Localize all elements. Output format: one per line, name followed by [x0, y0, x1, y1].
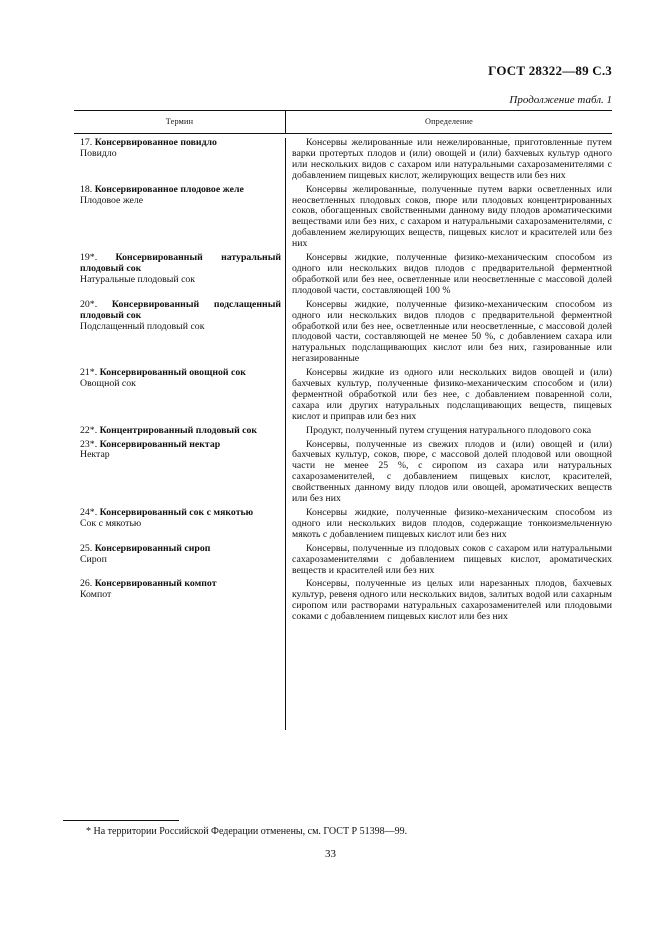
table-row: [74, 508, 612, 541]
term-number: 24*.: [80, 507, 98, 518]
term-cell: [74, 253, 285, 297]
definition-text: Консервы, полученные из свежих плодов и (или) овощей и (или) бахчевых культур, соков, пюре, с массовой долей плодовой или овощной части не менее 25 %, с сиропом из сахара или натуральных сахарозаменителей, с добавлением пищевых кислот, красителей, свойственных данному виду плодов или овощей, ароматических веществ или без них: [292, 438, 612, 505]
table-row: [74, 426, 612, 437]
document-code: ГОСТ 28322—89 С.3: [488, 63, 612, 78]
term-number: 26.: [80, 578, 93, 590]
definition-cell: [285, 426, 612, 437]
terms-table: [74, 110, 612, 626]
term-cell: [74, 368, 285, 423]
column-header-term: Термин: [74, 111, 286, 133]
term-cell: [74, 579, 285, 623]
definition-cell: [285, 544, 612, 577]
term-short-form: Натуральные плодовый сок: [80, 273, 196, 285]
term-title: [80, 426, 281, 437]
definition-text: Консервы жидкие, полученные физико-механическим способом из одного или нескольких видов плодов с предварительной ферментной обработкой или без нее, осветленные или неосветленные с массовой долей плодовой части, составляющей 100 %: [292, 252, 612, 296]
term-cell: [74, 544, 285, 577]
term-name: Консервированный нектар: [99, 438, 221, 450]
table-row: [74, 185, 612, 250]
term-title: [80, 544, 281, 555]
definition-text: Консервы, полученные из целых или нарезанных плодов, бахчевых культур, ревеня одного или нескольких видов, залитых водой или сахарным сиропом или растворами натуральных сахарозаменителей или плодовыми соками с добавлением пищевых кислот или без них: [292, 578, 612, 623]
definition-cell: [285, 440, 612, 505]
footnote: * На территории Российской Федерации отменены, см. ГОСТ Р 51398—99.: [86, 826, 408, 837]
term-number: 23*.: [80, 438, 98, 450]
term-title: [80, 440, 281, 451]
table-row: [74, 544, 612, 577]
term-cell: [74, 440, 285, 505]
term-name: Консервированный натуральный плодовый сок: [80, 252, 281, 274]
term-name: Концентрированный плодовый сок: [99, 424, 258, 436]
term-cell: [74, 185, 285, 250]
term-title: [80, 300, 281, 322]
term-short-form: Нектар: [80, 449, 110, 461]
page-number: 33: [325, 848, 336, 860]
term-name: Консервированное повидло: [94, 137, 217, 148]
footnote-divider: [63, 820, 179, 821]
table-row: [74, 300, 612, 365]
table-row: [74, 138, 612, 182]
table-body: [74, 138, 612, 623]
definition-cell: [285, 253, 612, 297]
term-number: 18.: [80, 183, 93, 195]
term-name: Консервированный овощной сок: [99, 367, 246, 379]
term-name: Консервированное плодовое желе: [94, 183, 244, 195]
term-cell: [74, 508, 285, 541]
term-name: Консервированный подслащенный плодовый сок: [80, 298, 281, 321]
table-row: [74, 368, 612, 423]
definition-text: Консервы жидкие, полученные физико-механическим способом из одного или нескольких видов плодов с предварительной ферментной обработкой или без нее, осветленные или неосветленные, с массовой долей плодовой части, составляющей не менее 50 %, с добавлением сахара или натуральных подслащивающих кислот или без них, газированные или негазированные: [292, 298, 612, 365]
term-short-form: Компот: [80, 589, 112, 601]
table-row: [74, 579, 612, 623]
definition-text: Консервы желированные или нежелированные, приготовленные путем варки протертых плодов и (или) овощей и (или) бахчевых культур одного или нескольких видов с сахаром или натуральными сахарозаменителями с добавлением пищевых кислот, желирующих веществ или без них: [292, 137, 612, 181]
table-header: [74, 110, 612, 134]
term-number: 25.: [80, 542, 93, 554]
term-short-form: Плодовое желе: [80, 194, 144, 206]
term-title: [80, 185, 281, 196]
definition-text: Консервы жидкие из одного или нескольких видов овощей и (или) бахчевых культур, полученные физико-механическим способом и (или) ферментной обработкой или без нее, с добавлением поваренной соли, сахара или других натуральных подслащивающих веществ, пищевых кислот и приправ или без них: [292, 367, 612, 422]
table-continuation-label: Продолжение табл. 1: [509, 94, 612, 106]
term-short-form: Сироп: [80, 553, 107, 565]
definition-cell: [285, 300, 612, 365]
term-cell: [74, 138, 285, 182]
term-short-form: Подслащенный плодовый сок: [80, 320, 205, 332]
definition-cell: [285, 579, 612, 623]
term-short-form: Повидло: [80, 147, 117, 159]
term-number: 17.: [80, 137, 93, 148]
term-short-form: Сок с мякотью: [80, 517, 142, 529]
term-title: [80, 253, 281, 275]
term-name: Консервированный компот: [94, 578, 217, 590]
column-header-definition: Определение: [424, 116, 474, 126]
definition-text: Продукт, полученный путем сгущения натурального плодового сока: [306, 424, 592, 436]
definition-cell: [285, 138, 612, 182]
definition-text: Консервы, полученные из плодовых соков с сахаром или натуральными сахарозаменителями с добавлением пищевых кислот, ароматических веществ и красителей или без них: [292, 542, 612, 576]
term-number: 19*.: [80, 252, 98, 264]
definition-text: Консервы желированные, полученные путем варки осветленных или неосветленных плодовых соков, пюре или плодовых концентрированных соков, обогащенных свойственными данному виду плодов ароматическими веществами или без них, с сахаром и натуральными сахарозаменителями, с добавлением желирующих веществ, пищевых кислот и красителей или без них: [292, 183, 612, 250]
definition-cell: [285, 508, 612, 541]
table-row: [74, 253, 612, 297]
term-number: 22*.: [80, 424, 98, 436]
term-short-form: Овощной сок: [80, 378, 136, 390]
definition-cell: [285, 368, 612, 423]
definition-cell: [285, 185, 612, 250]
term-name: Консервированный сироп: [94, 542, 211, 554]
term-number: 20*.: [80, 298, 98, 310]
definition-text: Консервы жидкие, полученные физико-механическим способом из одного или нескольких видов плодов, содержащие тонкоизмельченную мякоть с добавлением пищевых кислот или без них: [292, 507, 612, 540]
term-name: Консервированный сок с мякотью: [99, 507, 254, 518]
table-row: [74, 440, 612, 505]
term-cell: [74, 300, 285, 365]
term-cell: [74, 426, 285, 437]
term-number: 21*.: [80, 367, 98, 379]
